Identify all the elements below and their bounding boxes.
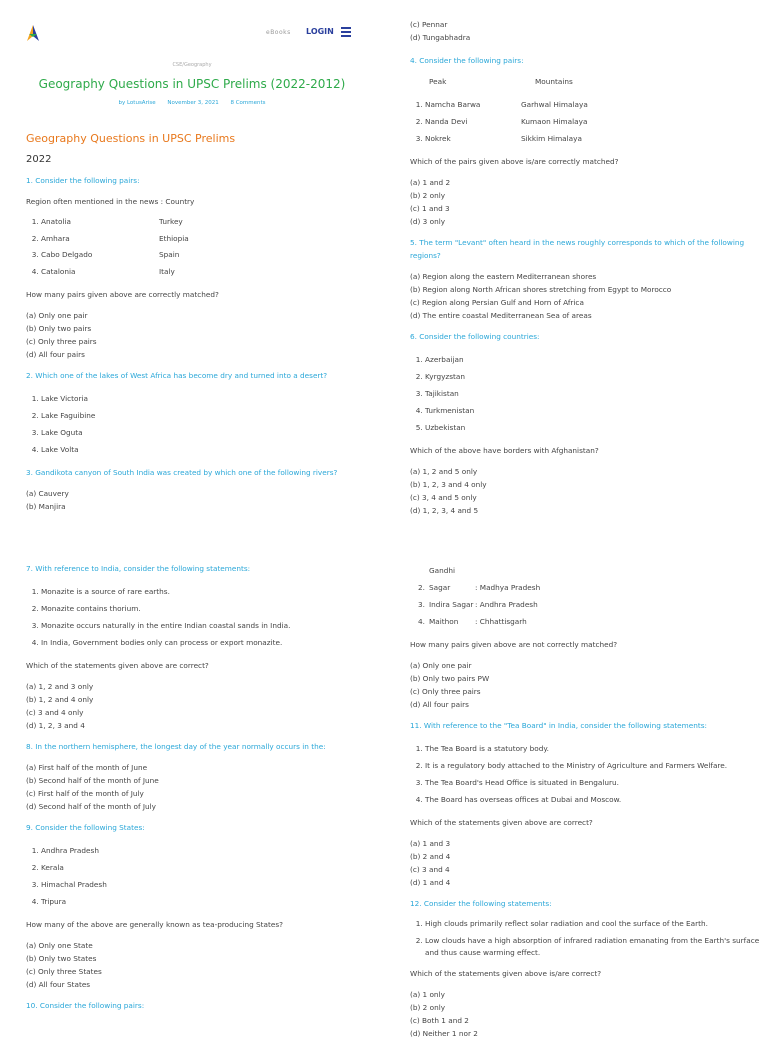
page1-left-column xyxy=(26,174,386,513)
option: (a) 1 and 3 xyxy=(410,839,451,848)
question-7: 7. With reference to India, consider the following statements: xyxy=(26,564,251,573)
q6-items xyxy=(410,351,770,436)
option: (b) Only two pairs PW xyxy=(410,674,490,683)
question-9: 9. Consider the following States: xyxy=(26,823,145,832)
pair-item: 3. Indira Sagar : Andhra Pradesh xyxy=(418,600,538,609)
q12-ask: Which of the statements given above is/are correct? xyxy=(410,969,602,978)
page-1 xyxy=(0,0,768,515)
option: (d) All four States xyxy=(26,980,91,989)
option: (c) 3, 4 and 5 only xyxy=(410,493,477,502)
option: (c) 3 and 4 xyxy=(410,865,450,874)
question-12: 12. Consider the following statements: xyxy=(410,899,552,908)
option: (d) Neither 1 nor 2 xyxy=(410,1029,478,1038)
page2-left-column xyxy=(26,562,386,1012)
question-10: 10. Consider the following pairs: xyxy=(26,1001,145,1010)
list-item: 4. The Board has overseas offices at Dubai and Moscow. xyxy=(425,791,770,808)
option: (b) Only two States xyxy=(26,954,97,963)
q4-ask: Which of the pairs given above is/are correctly matched? xyxy=(410,157,619,166)
list-item: 4. Turkmenistan xyxy=(425,402,770,419)
option: (b) Second half of the month of June xyxy=(26,776,159,785)
option: (b) 2 only xyxy=(410,1003,446,1012)
option: (d) 1, 2, 3 and 4 xyxy=(26,721,85,730)
list-item: 2. Lake Faguibine xyxy=(41,407,386,424)
option: (c) Only three pairs xyxy=(26,337,97,346)
q1-ask: How many pairs given above are correctly matched? xyxy=(26,290,219,299)
q7-ask: Which of the statements given above are correct? xyxy=(26,661,209,670)
option: (d) 1 and 4 xyxy=(410,878,451,887)
option: (d) All four pairs xyxy=(410,700,469,709)
category-label[interactable]: CSE/Geography xyxy=(172,62,212,68)
pair-item: 4. Maithon : Chhattisgarh xyxy=(418,617,527,626)
list-item: 3. Himachal Pradesh xyxy=(41,876,386,893)
question-4: 4. Consider the following pairs: xyxy=(410,56,524,65)
page1-right-column xyxy=(410,18,770,517)
page-title: Geography Questions in UPSC Prelims (2022-2012) xyxy=(38,77,346,91)
option: (d) All four pairs xyxy=(26,350,85,359)
option: (c) 3 and 4 only xyxy=(26,708,84,717)
question-5: 5. The term "Levant" often heard in the news roughly corresponds to which of the following regions? xyxy=(410,238,745,260)
option: (c) Region along Persian Gulf and Horn of Africa xyxy=(410,298,584,307)
option: (c) Only three pairs xyxy=(410,687,481,696)
pair-item: 2.Gandhi Sagar : Madhya Pradesh xyxy=(418,566,541,592)
option: (b) 2 only xyxy=(410,191,446,200)
option: (c) 1 and 3 xyxy=(410,204,450,213)
pair-item: 1. Anatolia Turkey xyxy=(41,214,386,231)
q4-table-header: Peak Mountains xyxy=(429,77,573,86)
option: (a) Only one pair xyxy=(410,661,472,670)
q9-items xyxy=(26,842,386,910)
q2-items xyxy=(26,390,386,458)
option: (a) Only one State xyxy=(26,941,93,950)
option: (a) 1, 2 and 3 only xyxy=(26,682,94,691)
list-item: 2. Low clouds have a high absorption of infrared radiation emanating from the Earth's surface and thus cause warming effect. xyxy=(425,935,770,959)
q11-ask: Which of the statements given above are correct? xyxy=(410,818,593,827)
q4-pairs xyxy=(410,96,770,147)
list-item: 1. Lake Victoria xyxy=(41,390,386,407)
lotus-logo-icon[interactable] xyxy=(26,24,40,42)
question-11: 11. With reference to the "Tea Board" in India, consider the following statements: xyxy=(410,721,708,730)
page2-right-column xyxy=(410,562,770,1040)
list-item: 4. Tripura xyxy=(41,893,386,910)
list-item: 3. The Tea Board's Head Office is situated in Bengaluru. xyxy=(425,774,770,791)
year-heading: 2022 xyxy=(26,154,52,165)
option: (b) 1, 2 and 4 only xyxy=(26,695,94,704)
option: (c) Pennar xyxy=(410,20,448,29)
page-2 xyxy=(0,512,768,1038)
option: (b) Manjira xyxy=(26,502,66,511)
pair-item: 2. Nanda Devi Kumaon Himalaya xyxy=(425,113,770,130)
list-item: 4. In India, Government bodies only can process or export monazite. xyxy=(41,634,386,651)
list-item: 1. High clouds primarily reflect solar radiation and cool the surface of the Earth. xyxy=(425,918,770,930)
pair-item: 3. Cabo Delgado Spain xyxy=(41,247,386,264)
option: (c) First half of the month of July xyxy=(26,789,144,798)
q12-items xyxy=(410,918,770,959)
option: (c) Only three States xyxy=(26,967,102,976)
list-item: 1. The Tea Board is a statutory body. xyxy=(425,740,770,757)
list-item: 2. Monazite contains thorium. xyxy=(41,600,386,617)
list-item: 3. Monazite occurs naturally in the entire Indian coastal sands in India. xyxy=(41,617,386,634)
option: (d) 1, 2, 3, 4 and 5 xyxy=(410,506,479,515)
option: (a) First half of the month of June xyxy=(26,763,148,772)
option: (b) Region along North African shores stretching from Egypt to Morocco xyxy=(410,285,672,294)
pair-item: 3. Nokrek Sikkim Himalaya xyxy=(425,130,770,147)
list-item: 4. Lake Volta xyxy=(41,441,386,458)
pair-item: 1. Namcha Barwa Garhwal Himalaya xyxy=(425,96,770,113)
question-3: 3. Gandikota canyon of South India was created by which one of the following rivers? xyxy=(26,468,338,477)
site-header xyxy=(0,0,384,64)
question-6: 6. Consider the following countries: xyxy=(410,332,540,341)
option: (d) 3 only xyxy=(410,217,446,226)
pair-item: 2. Amhara Ethiopia xyxy=(41,231,386,248)
list-item: 5. Uzbekistan xyxy=(425,419,770,436)
post-meta xyxy=(0,100,384,106)
option: (a) Region along the eastern Mediterranean shores xyxy=(410,272,597,281)
login-button[interactable]: LOGIN xyxy=(306,27,334,36)
q1-pairs xyxy=(26,214,386,280)
q6-ask: Which of the above have borders with Afghanistan? xyxy=(410,446,599,455)
list-item: 1. Monazite is a source of rare earths. xyxy=(41,583,386,600)
section-heading: Geography Questions in UPSC Prelims xyxy=(26,132,236,145)
option: (d) Tungabhadra xyxy=(410,33,471,42)
q10-pairs xyxy=(410,562,770,630)
option: (a) 1, 2 and 5 only xyxy=(410,467,478,476)
q1-intro: Region often mentioned in the news : Country xyxy=(26,197,195,206)
list-item: 2. Kyrgyzstan xyxy=(425,368,770,385)
question-8: 8. In the northern hemisphere, the longest day of the year normally occurs in the: xyxy=(26,742,326,751)
list-item: 3. Tajikistan xyxy=(425,385,770,402)
date-link[interactable]: November 3, 2021 xyxy=(167,100,219,106)
option: (d) Second half of the month of July xyxy=(26,802,156,811)
question-1: 1. Consider the following pairs: xyxy=(26,176,140,185)
option: (b) Only two pairs xyxy=(26,324,92,333)
nav-ebooks-link[interactable]: eBooks xyxy=(266,29,291,36)
list-item: 1. Andhra Pradesh xyxy=(41,842,386,859)
q10-ask: How many pairs given above are not correctly matched? xyxy=(410,640,618,649)
option: (a) Only one pair xyxy=(26,311,88,320)
option: (b) 1, 2, 3 and 4 only xyxy=(410,480,487,489)
pair-item: 4. Catalonia Italy xyxy=(41,264,386,281)
comments-link[interactable]: 8 Comments xyxy=(230,100,266,106)
q7-items xyxy=(26,583,386,651)
option: (c) Both 1 and 2 xyxy=(410,1016,469,1025)
list-item: 1. Azerbaijan xyxy=(425,351,770,368)
option: (a) Cauvery xyxy=(26,489,69,498)
author-link[interactable]: by LotusArise xyxy=(118,100,156,106)
option: (d) The entire coastal Mediterranean Sea of areas xyxy=(410,311,592,320)
hamburger-menu-icon[interactable] xyxy=(341,27,351,37)
list-item: 2. Kerala xyxy=(41,859,386,876)
option: (a) 1 and 2 xyxy=(410,178,451,187)
list-item: 3. Lake Oguta xyxy=(41,424,386,441)
q9-ask: How many of the above are generally known as tea-producing States? xyxy=(26,920,284,929)
option: (a) 1 only xyxy=(410,990,445,999)
option: (b) 2 and 4 xyxy=(410,852,451,861)
q11-items xyxy=(410,740,770,808)
list-item: 2. It is a regulatory body attached to the Ministry of Agriculture and Farmers Welfare. xyxy=(425,757,770,774)
question-2: 2. Which one of the lakes of West Africa has become dry and turned into a desert? xyxy=(26,371,328,380)
